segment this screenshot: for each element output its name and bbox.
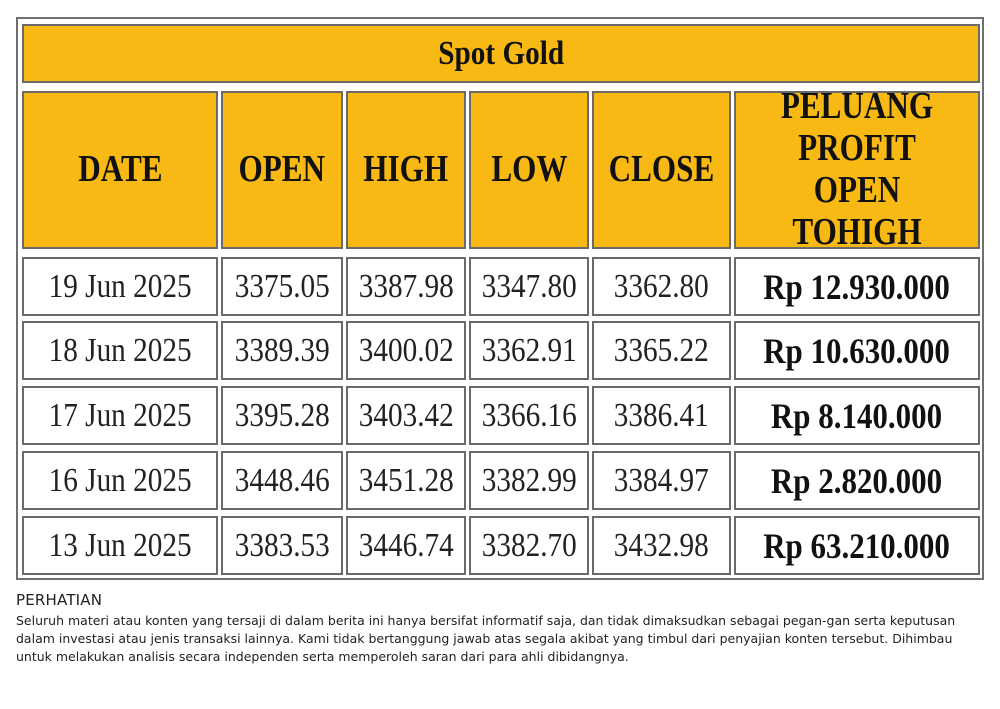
cell-high: 3400.02 xyxy=(346,321,466,380)
cell-close: 3432.98 xyxy=(592,516,731,575)
cell-open: 3389.39 xyxy=(221,321,343,380)
cell-high: 3446.74 xyxy=(346,516,466,575)
disclaimer-title: PERHATIAN xyxy=(16,591,103,609)
cell-date: 16 Jun 2025 xyxy=(22,451,218,510)
cell-close: 3362.80 xyxy=(592,257,731,316)
cell-high: 3451.28 xyxy=(346,451,466,510)
header-open: OPEN xyxy=(221,91,343,249)
cell-low: 3382.99 xyxy=(469,451,589,510)
header-profit: PELUANG PROFIT OPEN TOHIGH xyxy=(734,91,980,249)
header-close: CLOSE xyxy=(592,91,731,249)
cell-open: 3395.28 xyxy=(221,386,343,445)
header-low: LOW xyxy=(469,91,589,249)
cell-high: 3387.98 xyxy=(346,257,466,316)
cell-date: 13 Jun 2025 xyxy=(22,516,218,575)
spot-gold-table xyxy=(16,17,984,580)
cell-date: 18 Jun 2025 xyxy=(22,321,218,380)
header-high: HIGH xyxy=(346,91,466,249)
cell-close: 3365.22 xyxy=(592,321,731,380)
cell-date: 17 Jun 2025 xyxy=(22,386,218,445)
cell-low: 3382.70 xyxy=(469,516,589,575)
header-date: DATE xyxy=(22,91,218,249)
disclaimer xyxy=(16,591,984,666)
cell-open: 3448.46 xyxy=(221,451,343,510)
disclaimer-body: Seluruh materi atau konten yang tersaji di dalam berita ini hanya bersifat informatif saja, dan tidak dimaksudkan sebagai pegan-gan serta keputusan dalam investasi atau jenis transaksi lainnya. Kami tidak bertanggung jawab atas segala akibat yang timbul dari penyajian konten tersebut. Dihimbau untuk melakukan analisis secara independen serta memperoleh saran dari para ahli dibidangnya. xyxy=(16,613,956,664)
cell-open: 3375.05 xyxy=(221,257,343,316)
cell-profit: Rp 63.210.000 xyxy=(734,516,980,575)
cell-open: 3383.53 xyxy=(221,516,343,575)
cell-low: 3362.91 xyxy=(469,321,589,380)
table-title: Spot Gold xyxy=(22,24,980,83)
cell-low: 3347.80 xyxy=(469,257,589,316)
cell-close: 3386.41 xyxy=(592,386,731,445)
cell-profit: Rp 8.140.000 xyxy=(734,386,980,445)
cell-close: 3384.97 xyxy=(592,451,731,510)
cell-profit: Rp 10.630.000 xyxy=(734,321,980,380)
cell-low: 3366.16 xyxy=(469,386,589,445)
cell-date: 19 Jun 2025 xyxy=(22,257,218,316)
cell-profit: Rp 2.820.000 xyxy=(734,451,980,510)
cell-profit: Rp 12.930.000 xyxy=(734,257,980,316)
cell-high: 3403.42 xyxy=(346,386,466,445)
